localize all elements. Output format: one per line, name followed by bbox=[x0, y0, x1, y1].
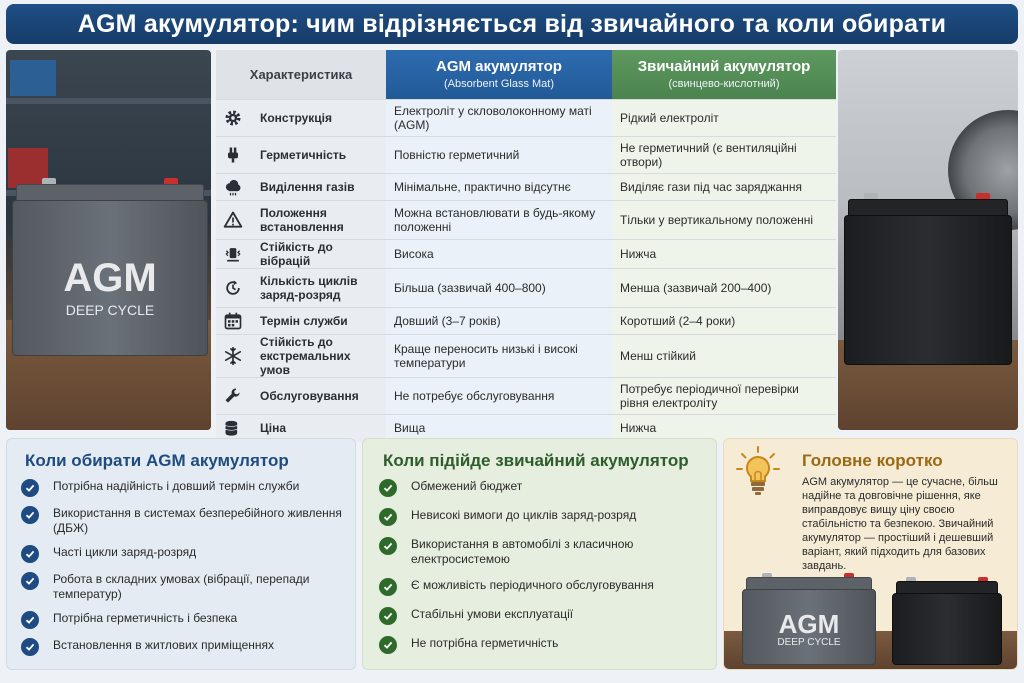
cloud-icon bbox=[222, 176, 244, 198]
when-agm-title: Коли обирати AGM акумулятор bbox=[25, 451, 289, 470]
row-name: Стійкість до екстремальних умов bbox=[260, 334, 351, 377]
page-title: AGM акумулятор: чим відрізняється від звичайного та коли обирати bbox=[6, 4, 1018, 44]
table-row bbox=[216, 99, 836, 136]
list-item-text: Не потрібна герметичність bbox=[411, 636, 559, 650]
row-agm-value: Довший (3–7 років) bbox=[386, 307, 612, 334]
snowflake-icon bbox=[222, 345, 244, 367]
check-icon bbox=[21, 545, 39, 563]
row-standard-value: Нижча bbox=[612, 239, 836, 268]
list-item bbox=[21, 572, 345, 602]
row-standard-value: Рідкий електроліт bbox=[612, 99, 836, 136]
row-agm-value: Більша (зазвичай 400–800) bbox=[386, 268, 612, 307]
summary-text: AGM акумулятор — це сучасне, більш надійне та довговічне рішення, яке виправдовує вищу ціну своєю стабільністю та безпекою. Звичайний акумулятор — простіший і дешевший варіант, який підходить для базових завдань. bbox=[802, 476, 998, 572]
calendar-icon bbox=[222, 310, 244, 332]
summary-title: Головне коротко bbox=[802, 451, 943, 470]
row-agm-value: Електроліт у скловолоконному маті (AGM) bbox=[386, 99, 612, 136]
header-agm-subtitle: (Absorbent Glass Mat) bbox=[443, 78, 555, 91]
row-agm-value: Повністю герметичний bbox=[386, 136, 612, 173]
when-agm-panel bbox=[6, 438, 356, 670]
when-standard-title: Коли підійде звичайний акумулятор bbox=[383, 451, 689, 470]
warning-icon bbox=[222, 209, 244, 231]
list-item-text: Є можливість періодичного обслуговування bbox=[411, 578, 654, 592]
check-icon bbox=[21, 638, 39, 656]
list-item bbox=[379, 607, 706, 625]
table-row bbox=[216, 200, 836, 239]
check-icon bbox=[21, 506, 39, 524]
header-agm bbox=[386, 50, 612, 99]
row-name: Кількість циклів заряд-розряд bbox=[260, 273, 358, 302]
row-standard-value: Тільки у вертикальному положенні bbox=[612, 200, 836, 239]
list-item bbox=[379, 508, 706, 526]
list-item bbox=[21, 545, 345, 563]
check-icon bbox=[379, 508, 397, 526]
lightbulb-icon bbox=[734, 445, 782, 497]
list-item bbox=[21, 506, 345, 536]
check-icon bbox=[379, 578, 397, 596]
row-standard-value: Виділяє гази під час заряджання bbox=[612, 173, 836, 200]
standard-battery-photo bbox=[838, 50, 1018, 430]
battery-model-label: DEEP CYCLE bbox=[65, 302, 155, 318]
header-standard-subtitle: (свинцево-кислотний) bbox=[668, 78, 780, 91]
header-standard-title: Звичайний акумулятор bbox=[637, 58, 811, 76]
row-agm-value: Висока bbox=[386, 239, 612, 268]
list-item-text: Робота в складних умовах (вібрації, перепади температур) bbox=[53, 572, 310, 601]
check-icon bbox=[379, 537, 397, 555]
header-characteristic: Характеристика bbox=[216, 50, 386, 99]
row-agm-value: Не потребує обслуговування bbox=[386, 377, 612, 414]
table-row bbox=[216, 239, 836, 268]
list-item-text: Використання в системах безперебійного живлення (ДБЖ) bbox=[53, 506, 342, 535]
list-item bbox=[379, 636, 706, 654]
comparison-table bbox=[216, 50, 836, 442]
check-icon bbox=[21, 479, 39, 497]
wrench-icon bbox=[222, 385, 244, 407]
table-row bbox=[216, 268, 836, 307]
list-item bbox=[21, 479, 345, 497]
battery-model-label: DEEP CYCLE bbox=[777, 637, 841, 648]
row-agm-value: Краще переносить низькі і високі температури bbox=[386, 334, 612, 377]
list-item-text: Обмежений бюджет bbox=[411, 479, 523, 493]
when-standard-panel bbox=[362, 438, 717, 670]
list-item bbox=[21, 611, 345, 629]
row-standard-value: Менш стійкий bbox=[612, 334, 836, 377]
row-standard-value: Нижча bbox=[612, 414, 836, 442]
row-standard-value: Менша (зазвичай 200–400) bbox=[612, 268, 836, 307]
list-item bbox=[379, 479, 706, 497]
battery-brand-label: AGM bbox=[63, 256, 157, 300]
row-standard-value: Не герметичний (є вентиляційні отвори) bbox=[612, 136, 836, 173]
row-name: Герметичність bbox=[260, 147, 347, 162]
row-name: Виділення газів bbox=[260, 179, 355, 194]
gear-icon bbox=[222, 107, 244, 129]
table-row bbox=[216, 377, 836, 414]
row-name: Положення встановлення bbox=[260, 205, 344, 234]
row-name: Ціна bbox=[260, 421, 287, 436]
list-item-text: Часті цикли заряд-розряд bbox=[53, 545, 197, 559]
plug-icon bbox=[222, 144, 244, 166]
check-icon bbox=[21, 572, 39, 590]
row-name: Термін служби bbox=[260, 313, 348, 328]
row-standard-value: Коротший (2–4 роки) bbox=[612, 307, 836, 334]
summary-panel bbox=[723, 438, 1018, 670]
table-row bbox=[216, 307, 836, 334]
coins-icon bbox=[222, 417, 244, 439]
header-standard bbox=[612, 50, 836, 99]
row-agm-value: Мінімальне, практично відсутнє bbox=[386, 173, 612, 200]
list-item bbox=[379, 537, 706, 567]
row-standard-value: Потребує періодичної перевірки рівня електроліту bbox=[612, 377, 836, 414]
check-icon bbox=[379, 479, 397, 497]
list-item-text: Потрібна герметичність і безпека bbox=[53, 611, 238, 625]
battery-brand-label: AGM bbox=[778, 609, 840, 639]
agm-battery-photo bbox=[6, 50, 211, 430]
list-item-text: Встановлення в житлових приміщеннях bbox=[53, 638, 275, 652]
list-item-text: Невисокі вимоги до циклів заряд-розряд bbox=[411, 508, 637, 522]
row-name: Стійкість до вібрацій bbox=[260, 239, 333, 268]
row-name: Обслуговування bbox=[260, 388, 359, 403]
row-agm-value: Можна встановлювати в будь-якому положенні bbox=[386, 200, 612, 239]
row-name: Конструкція bbox=[260, 110, 333, 125]
table-row bbox=[216, 173, 836, 200]
list-item-text: Використання в автомобілі з класичною електросистемою bbox=[411, 537, 634, 566]
table-row bbox=[216, 334, 836, 377]
list-item bbox=[379, 578, 706, 596]
vibration-icon bbox=[222, 243, 244, 265]
check-icon bbox=[379, 636, 397, 654]
list-item-text: Потрібна надійність і довший термін служби bbox=[53, 479, 300, 493]
check-icon bbox=[21, 611, 39, 629]
check-icon bbox=[379, 607, 397, 625]
list-item bbox=[21, 638, 345, 656]
cycle-icon bbox=[222, 277, 244, 299]
header-agm-title: AGM акумулятор bbox=[436, 58, 562, 76]
row-agm-value: Вища bbox=[386, 414, 612, 442]
table-row bbox=[216, 136, 836, 173]
list-item-text: Стабільні умови експлуатації bbox=[411, 607, 574, 621]
